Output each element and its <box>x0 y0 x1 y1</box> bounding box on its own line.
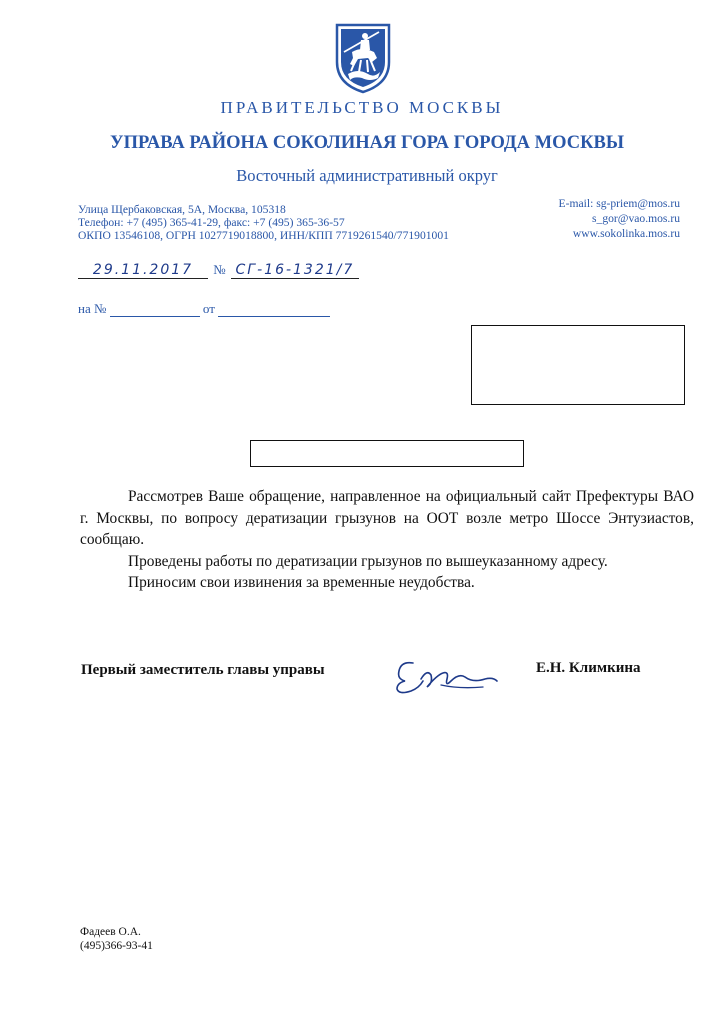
contacts-right <box>559 196 680 241</box>
letter-number: СГ-16-1321/7 <box>231 262 359 279</box>
body-paragraph-2: Проведены работы по дератизации грызунов по вышеуказанному адресу. <box>128 552 608 570</box>
ref-number-blank <box>110 304 200 317</box>
address: Улица Щербаковская, 5А, Москва, 105318 <box>78 203 286 216</box>
email-primary: E-mail: sg-priem@mos.ru <box>558 197 680 210</box>
signatory-name: Е.Н. Климкина <box>536 660 641 676</box>
organization-title: УПРАВА РАЙОНА СОКОЛИНАЯ ГОРА ГОРОДА МОСКВЫ <box>110 133 624 153</box>
executor-phone: (495)366-93-41 <box>80 940 153 952</box>
registration-line <box>78 262 359 279</box>
district-subtitle: Восточный административный округ <box>236 166 498 185</box>
ref-from-label: от <box>202 301 215 316</box>
addressee-redaction-box <box>471 325 685 405</box>
number-label: № <box>213 262 226 277</box>
executor-name: Фадеев О.А. <box>80 926 141 938</box>
executor-info <box>80 925 153 953</box>
moscow-coat-of-arms-icon <box>334 22 392 94</box>
letter-date: 29.11.2017 <box>78 262 208 279</box>
contacts-left <box>78 203 449 242</box>
signatory-title: Первый заместитель главы управы <box>81 662 325 678</box>
letter-body <box>80 486 694 594</box>
body-paragraph-3: Приносим свои извинения за временные неудобства. <box>128 574 475 591</box>
email-secondary: s_gor@vao.mos.ru <box>592 212 680 225</box>
body-paragraph-1: Рассмотрев Ваше обращение, направленное на официальный сайт Префектуры ВАО г. Москвы, по вопросу дератизации грызунов на ООТ возле метро Шоссе Энтузиастов, сообщаю. <box>80 488 694 548</box>
government-title: ПРАВИТЕЛЬСТВО МОСКВЫ <box>220 98 504 117</box>
phone-fax: Телефон: +7 (495) 365-41-29, факс: +7 (495) 365-36-57 <box>78 216 345 229</box>
salutation-redaction-box <box>250 440 524 467</box>
ref-date-blank <box>218 304 330 317</box>
handwritten-signature <box>393 655 501 697</box>
registration-codes: ОКПО 13546108, ОГРН 1027719018800, ИНН/КПП 7719261540/771901001 <box>78 229 449 242</box>
website: www.sokolinka.mos.ru <box>572 227 680 240</box>
reference-line <box>78 301 330 317</box>
ref-number-label: на № <box>78 301 107 316</box>
